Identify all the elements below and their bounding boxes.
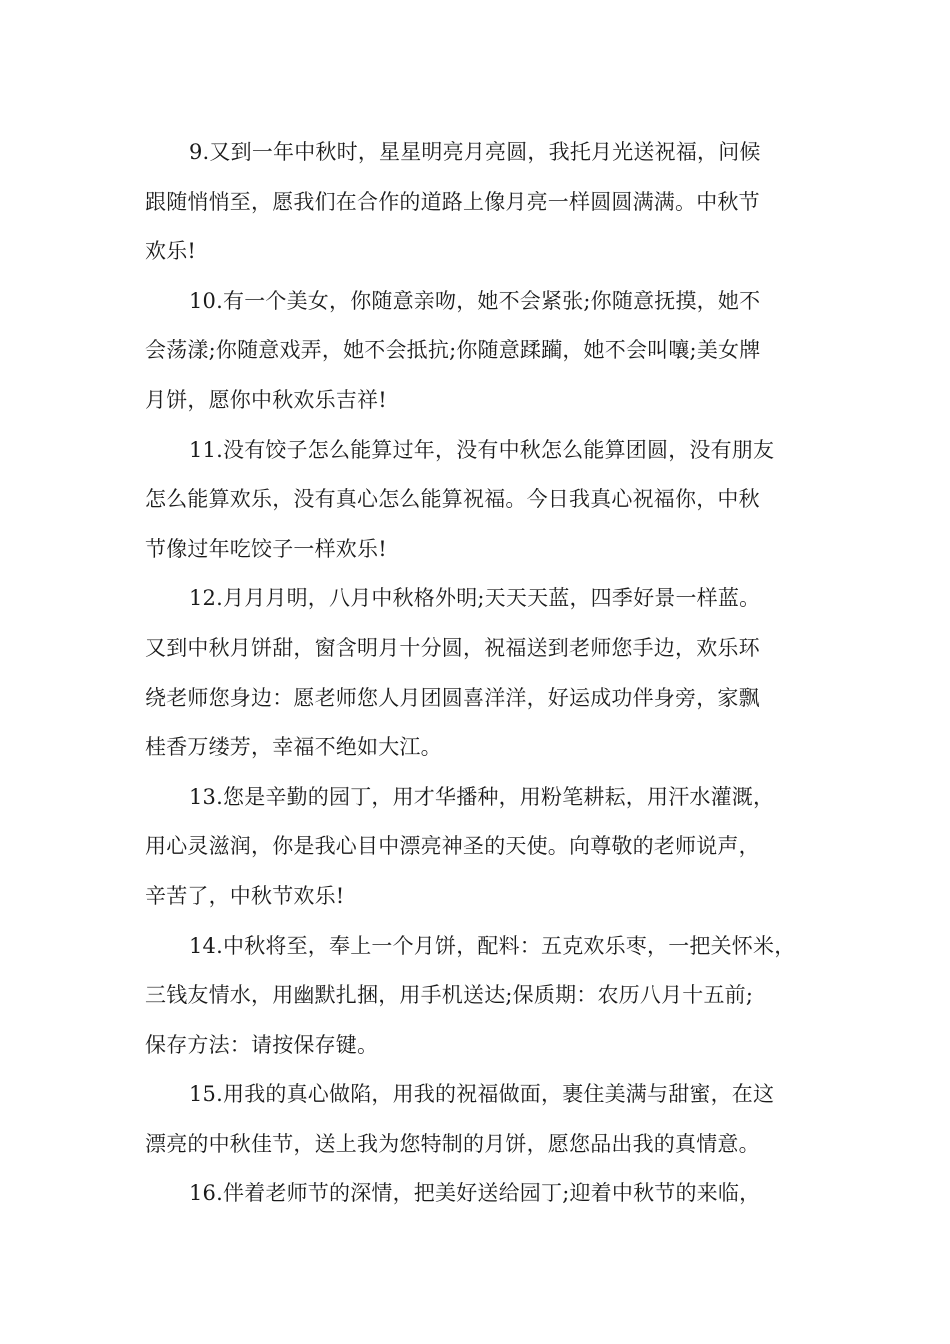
line: 10.有一个美女，你随意亲吻，她不会紧张;你随意抚摸，她不 <box>189 288 761 313</box>
line: 桂香万缕芳，幸福不绝如大江。 <box>145 735 442 760</box>
paragraph-13 <box>145 773 829 922</box>
line: 三钱友情水，用幽默扎捆，用手机送达;保质期：农历八月十五前; <box>145 983 754 1008</box>
line: 用心灵滋润，你是我心目中漂亮神圣的天使。向尊敬的老师说声， <box>145 834 760 859</box>
document-body <box>145 128 829 1219</box>
paragraph-15 <box>145 1070 829 1169</box>
paragraph-11 <box>145 426 829 575</box>
line: 会荡漾;你随意戏弄，她不会抵抗;你随意蹂躏，她不会叫嚷;美女牌 <box>145 338 761 363</box>
line: 11.没有饺子怎么能算过年，没有中秋怎么能算团圆，没有朋友 <box>189 437 775 462</box>
line: 13.您是辛勤的园丁，用才华播种，用粉笔耕耘，用汗水灌溉， <box>189 784 775 809</box>
line: 欢乐! <box>145 239 197 264</box>
line: 12.月月月明，八月中秋格外明;天天天蓝，四季好景一样蓝。 <box>189 586 761 611</box>
line: 又到中秋月饼甜，窗含明月十分圆，祝福送到老师您手边，欢乐环 <box>145 635 760 660</box>
line: 节像过年吃饺子一样欢乐! <box>145 536 387 561</box>
line: 漂亮的中秋佳节，送上我为您特制的月饼，愿您品出我的真情意。 <box>145 1131 760 1156</box>
line: 辛苦了，中秋节欢乐! <box>145 883 345 908</box>
paragraph-9 <box>145 128 829 277</box>
paragraph-14 <box>145 922 829 1071</box>
line: 14.中秋将至，奉上一个月饼，配料：五克欢乐枣，一把关怀米， <box>189 933 796 958</box>
line: 9.又到一年中秋时，星星明亮月亮圆，我托月光送祝福，问候 <box>189 140 761 164</box>
paragraph-12 <box>145 574 829 772</box>
line: 保存方法：请按保存键。 <box>145 1032 379 1057</box>
line: 月饼，愿你中秋欢乐吉祥! <box>145 387 387 412</box>
line: 16.伴着老师节的深情，把美好送给园丁;迎着中秋节的来临， <box>189 1181 761 1206</box>
line: 15.用我的真心做陷，用我的祝福做面，裹住美满与甜蜜，在这 <box>189 1082 775 1107</box>
line: 绕老师您身边：愿老师您人月团圆喜洋洋，好运成功伴身旁，家飘 <box>145 685 760 710</box>
line: 怎么能算欢乐，没有真心怎么能算祝福。今日我真心祝福你，中秋 <box>145 487 760 512</box>
paragraph-16 <box>145 1169 829 1219</box>
paragraph-10 <box>145 277 829 426</box>
line: 跟随悄悄至，愿我们在合作的道路上像月亮一样圆圆满满。中秋节 <box>145 189 760 214</box>
